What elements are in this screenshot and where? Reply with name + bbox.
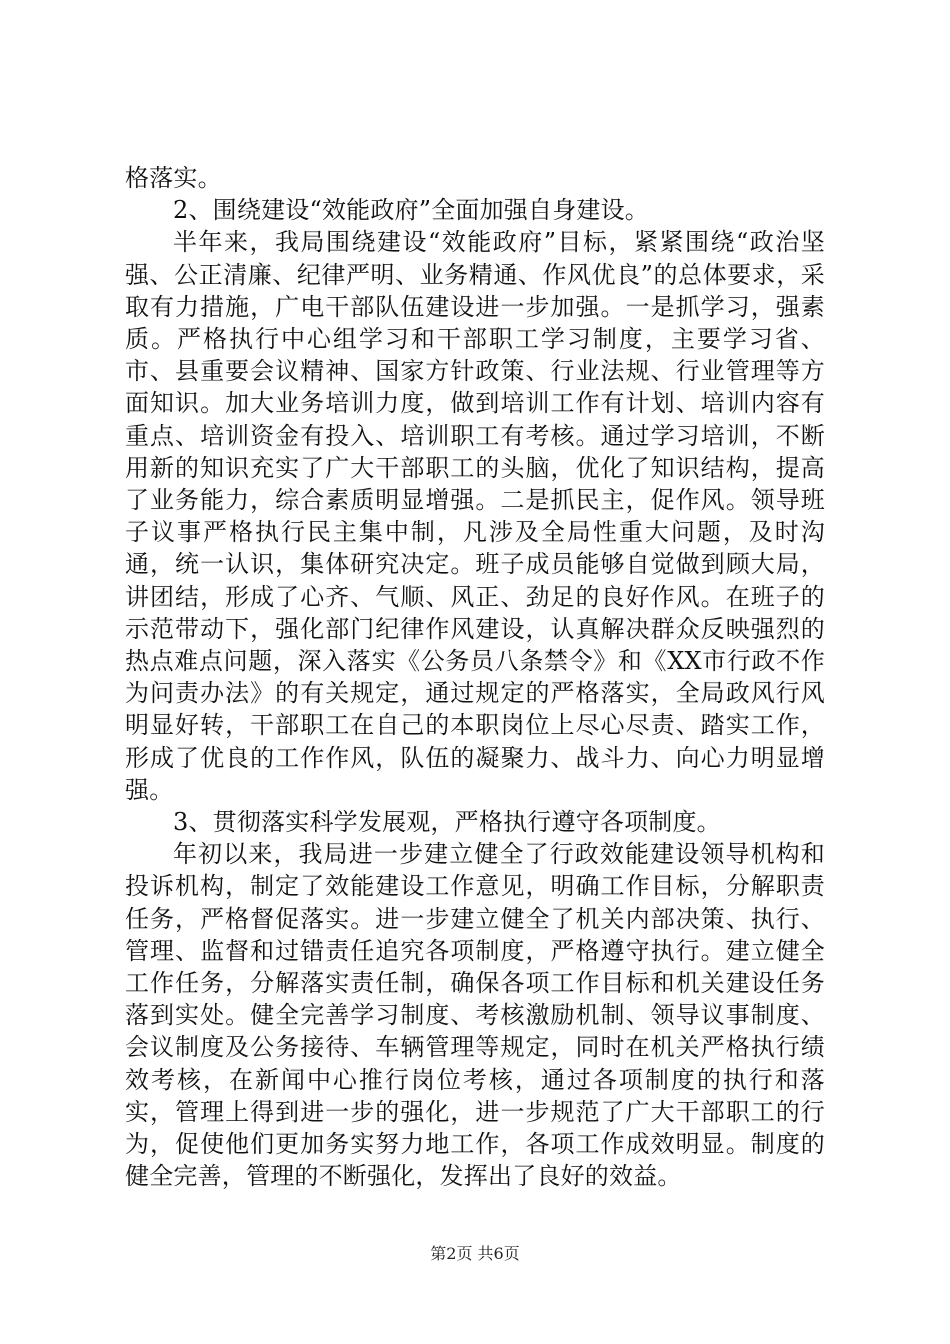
section-heading-2: 2、围绕建设“效能政府”全面加强自身建设。: [173, 196, 650, 225]
document-body: [125, 162, 825, 1193]
paragraph-continuation: 格落实。: [125, 164, 222, 192]
paragraph-rules: 年初以来，我局进一步建立健全了行政效能建设领导机构和投诉机构，制定了效能建设工作意见，明确工作目标，分解职责任务，严格督促落实。进一步建立健全了机关内部决策、执行、管理、监督和过错责任追究各项制度，严格遵守执行。建立健全工作任务，分解落实责任制，确保各项工作目标和机关建设任务落到实处。健全完善学习制度、考核激励机制、领导议事制度、会议制度及公务接待、车辆管理等规定，同时在机关严格执行绩效考核，在新闻中心推行岗位考核，通过各项制度的执行和落实，管理上得到进一步的强化，进一步规范了广大干部职工的行为，促使他们更加务实努力地工作，各项工作成效明显。制度的健全完善，管理的不断强化，发挥出了良好的效益。: [125, 840, 825, 1191]
page-number-footer: 第2页 共6页: [430, 1244, 520, 1263]
paragraph-self-building: 半年来，我局围绕建设“效能政府”目标，紧紧围绕“政治坚强、公正清廉、纪律严明、业务精通、作风优良”的总体要求，采取有力措施，广电干部队伍建设进一步加强。一是抓学习，强素质。严格执行中心组学习和干部职工学习制度，主要学习省、市、县重要会议精神、国家方针政策、行业法规、行业管理等方面知识。加大业务培训力度，做到培训工作有计划、培训内容有重点、培训资金有投入、培训职工有考核。通过学习培训，不断用新的知识充实了广大干部职工的头脑，优化了知识结构，提高了业务能力，综合素质明显增强。二是抓民主，促作风。领导班子议事严格执行民主集中制，凡涉及全局性重大问题，及时沟通，统一认识，集体研究决定。班子成员能够自觉做到顾大局，讲团结，形成了心齐、气顺、风正、劲足的良好作风。在班子的示范带动下，强化部门纪律作风建设，认真解决群众反映强烈的热点难点问题，深入落实《公务员八条禁令》和《XX市行政不作为问责办法》的有关规定，通过规定的严格落实，全局政风行风明显好转，干部职工在自己的本职岗位上尽心尽责、踏实工作，形成了优良的工作作风，队伍的凝聚力、战斗力、向心力明显增强。: [125, 228, 825, 804]
section-heading-3: 3、贯彻落实科学发展观，严格执行遵守各项制度。: [173, 808, 721, 837]
